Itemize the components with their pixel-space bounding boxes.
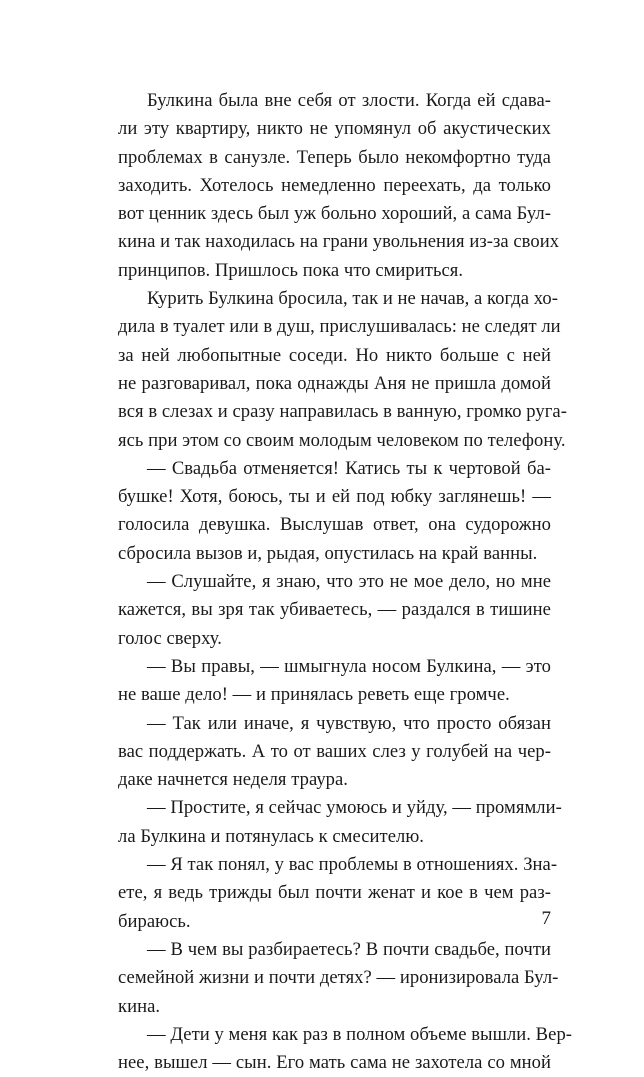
text-line: — Дети у меня как раз в полном объеме вышли. Вер- <box>147 1023 573 1045</box>
paragraph <box>89 653 551 710</box>
text-line: Булкина была вне себя от злости. Когда ей сдава- <box>147 90 551 111</box>
text-line: за ней любопытные соседи. Но никто больше с ней <box>118 344 551 366</box>
text-line: принципов. Пришлось пока что смириться. <box>118 259 464 281</box>
text-line: голосила девушка. Выслушав ответ, она судорожно <box>118 514 551 536</box>
paragraph <box>89 285 567 455</box>
text-line: нее, вышел — сын. Его мать сама не захотела со мной <box>118 1052 551 1074</box>
text-line: кажется, вы зря так убиваетесь, — раздался в тишине <box>118 599 551 621</box>
paragraph <box>89 568 551 653</box>
text-line: не ваше дело! — и принялась реветь еще громче. <box>118 684 510 706</box>
text-line: — Вы правы, — шмыгнула носом Булкина, — это <box>147 655 551 677</box>
text-line: ла Булкина и потянулась к смесителю. <box>118 825 424 847</box>
text-line: проблемах в санузле. Теперь было некомфортно туда <box>118 146 551 168</box>
text-line: Курить Булкина бросила, так и не начав, а когда хо- <box>147 288 559 310</box>
text-line: даке начнется неделя траура. <box>118 769 349 791</box>
text-line: ете, я ведь трижды был почти женат и кое в чем раз- <box>118 882 551 904</box>
text-line: бушке! Хотя, боюсь, ты и ей под юбку заглянешь! — <box>118 486 551 508</box>
paragraph <box>89 794 562 851</box>
text-line: семейной жизни и почти детях? — иронизировала Бул- <box>118 967 559 989</box>
text-line: вас поддержать. А то от ваших слез у голубей на чер- <box>118 740 551 762</box>
text-line: кина. <box>118 995 161 1017</box>
paragraph <box>89 936 559 1021</box>
text-line: ясь при этом со своим молодым человеком по телефону. <box>118 429 566 451</box>
text-line: кина и так находилась на грани увольнения из-за своих <box>118 231 560 253</box>
text-line: — Простите, я сейчас умоюсь и уйду, — промямли- <box>147 797 562 819</box>
text-line: голос сверху. <box>118 627 222 649</box>
text-line: — В чем вы разбираетесь? В почти свадьбе, почти <box>147 938 551 960</box>
paragraph <box>89 710 551 795</box>
text-line: бираюсь. <box>118 910 191 932</box>
text-line: вот ценник здесь был уж больно хороший, а сама Бул- <box>118 203 551 225</box>
text-line: заходить. Хотелось немедленно переехать, да только <box>118 174 551 196</box>
text-line: — Я так понял, у вас проблемы в отношениях. Зна- <box>147 854 558 876</box>
paragraph <box>89 851 558 936</box>
book-page-text <box>89 87 573 1077</box>
text-line: сбросила вызов и, рыдая, опустилась на край ванны. <box>118 542 538 564</box>
text-line: не разговаривал, пока однажды Аня не пришла домой <box>118 372 551 394</box>
page-number: 7 <box>541 908 551 929</box>
paragraph <box>89 455 551 568</box>
text-line: — Так или иначе, я чувствую, что просто обязан <box>147 712 551 734</box>
text-line: вся в слезах и сразу направилась в ванную, громко руга- <box>118 401 567 423</box>
text-line: ли эту квартиру, никто не упомянул об акустических <box>118 118 551 140</box>
text-line: дила в туалет или в душ, прислушивалась: не следят ли <box>118 316 561 338</box>
text-line: — Слушайте, я знаю, что это не мое дело, но мне <box>147 571 551 593</box>
paragraph <box>89 87 560 285</box>
text-line: — Свадьба отменяется! Катись ты к чертовой ба- <box>147 457 551 479</box>
paragraph <box>89 1021 573 1077</box>
